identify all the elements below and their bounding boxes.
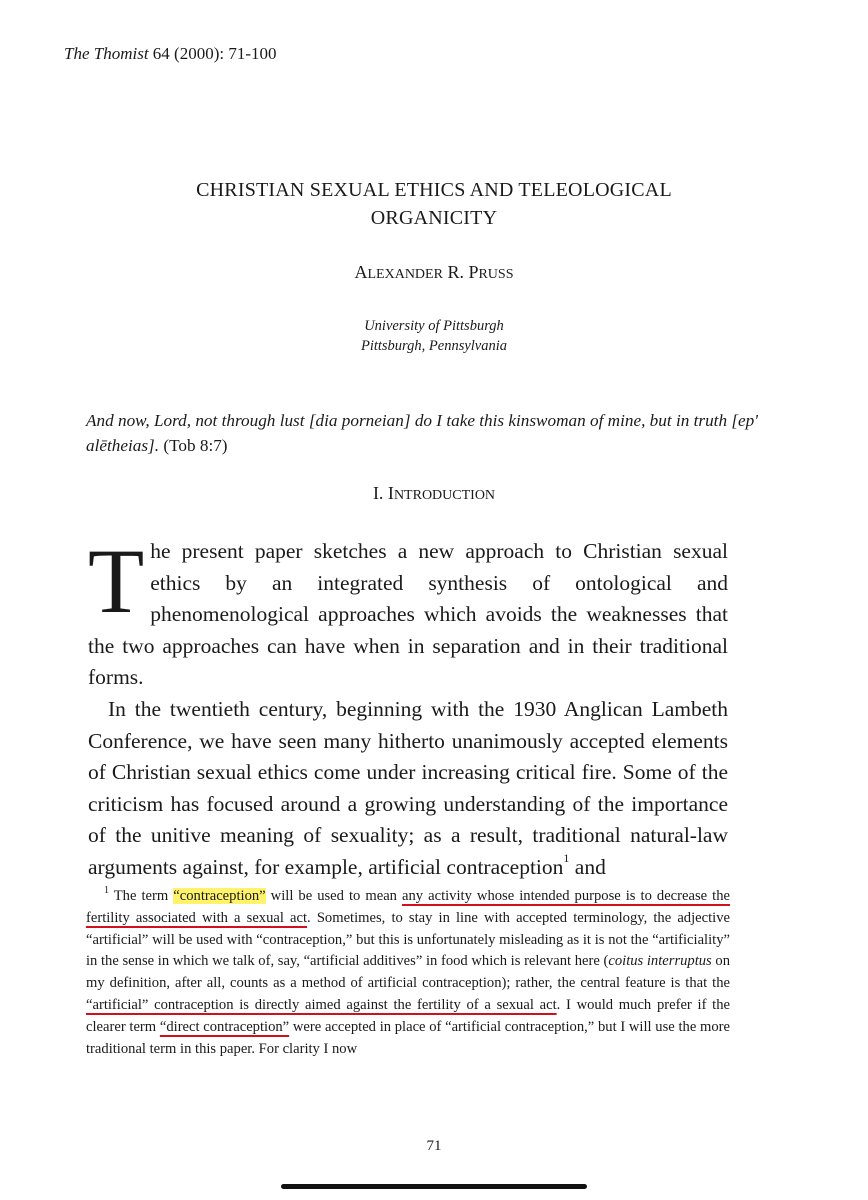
article-title: [80, 176, 788, 232]
journal-volume: 64 (2000): 71-100: [152, 44, 277, 63]
underlined-direct-contraception: “direct contraception”: [159, 1018, 290, 1035]
underlined-central-feature: “artificial” contraception is directly aimed against the fertility of a sexual act: [86, 996, 557, 1013]
author-name: ALEXANDER R. PRUSS: [354, 262, 514, 282]
affiliation-university: University of Pittsburgh: [364, 318, 504, 334]
footnote-reference[interactable]: 1: [563, 850, 570, 865]
page-number: 71: [426, 1138, 442, 1154]
affiliation-city: Pittsburgh, Pennsylvania: [360, 338, 508, 354]
home-indicator[interactable]: [281, 1184, 587, 1189]
title-line-1: CHRISTIAN SEXUAL ETHICS AND TELEOLOGICAL: [196, 179, 672, 201]
body-text: [88, 530, 728, 884]
epigraph-quote: And now, Lord, not through lust [dia porneian] do I take this kinswoman of mine, but in truth [ep' alētheias].: [86, 411, 758, 455]
italic-term: coitus interruptus: [608, 953, 712, 970]
author-affiliation: [80, 316, 788, 356]
paragraph-1: The present paper sketches a new approach to Christian sexual ethics by an integrated synthesis of ontological and phenomenological approaches which avoids the weaknesses that the two approaches can have when in separation and in their traditional forms.: [88, 530, 728, 690]
footnote-mark: 1: [104, 885, 109, 896]
epigraph: [86, 408, 786, 458]
epigraph-reference: (Tob 8:7): [159, 436, 228, 455]
drop-cap: T: [88, 530, 145, 632]
highlighted-term: “contraception”: [173, 888, 266, 904]
title-line-2: ORGANICITY: [370, 207, 498, 229]
journal-name: The Thomist: [64, 44, 149, 63]
section-heading: I. INTRODUCTION: [372, 483, 496, 503]
footnote-1: $^1$ The term “contraception” will be used to mean any activity whose intended purpose is to decrease the fertility associated with a sexual act. Sometimes, to stay in line with accepted terminology, the adjective “artificial” will be used with “contraception,” but this is unfortunately misleading as it is not the “artificiality” in the sense in which we talk of, say, “artificial additives” in food which is relevant here (coitus interruptus on my definition, after all, counts as a method of artificial contraception); rather, the central feature is that the “artificial” contraception is directly aimed against the fertility of a sexual act. I would much prefer if the clearer term “direct contraception” were accepted in place of “artificial contraception,” but I will use the more traditional term in this paper. For clarity I now: [86, 885, 730, 1057]
journal-citation: [64, 44, 277, 64]
underlined-definition: any activity whose intended purpose is to decrease the fertility associated with a sexual act: [86, 888, 730, 926]
paragraph-2: In the twentieth century, beginning with the 1930 Anglican Lambeth Conference, we have seen many hitherto unanimously accepted elements of Christian sexual ethics come under increasing critical fire. Some of the criticism has focused around a growing understanding of the importance of the unitive meaning of sexuality; as a result, traditional natural-law arguments against, for example, artificial contraception$^1$ and: [88, 696, 728, 879]
